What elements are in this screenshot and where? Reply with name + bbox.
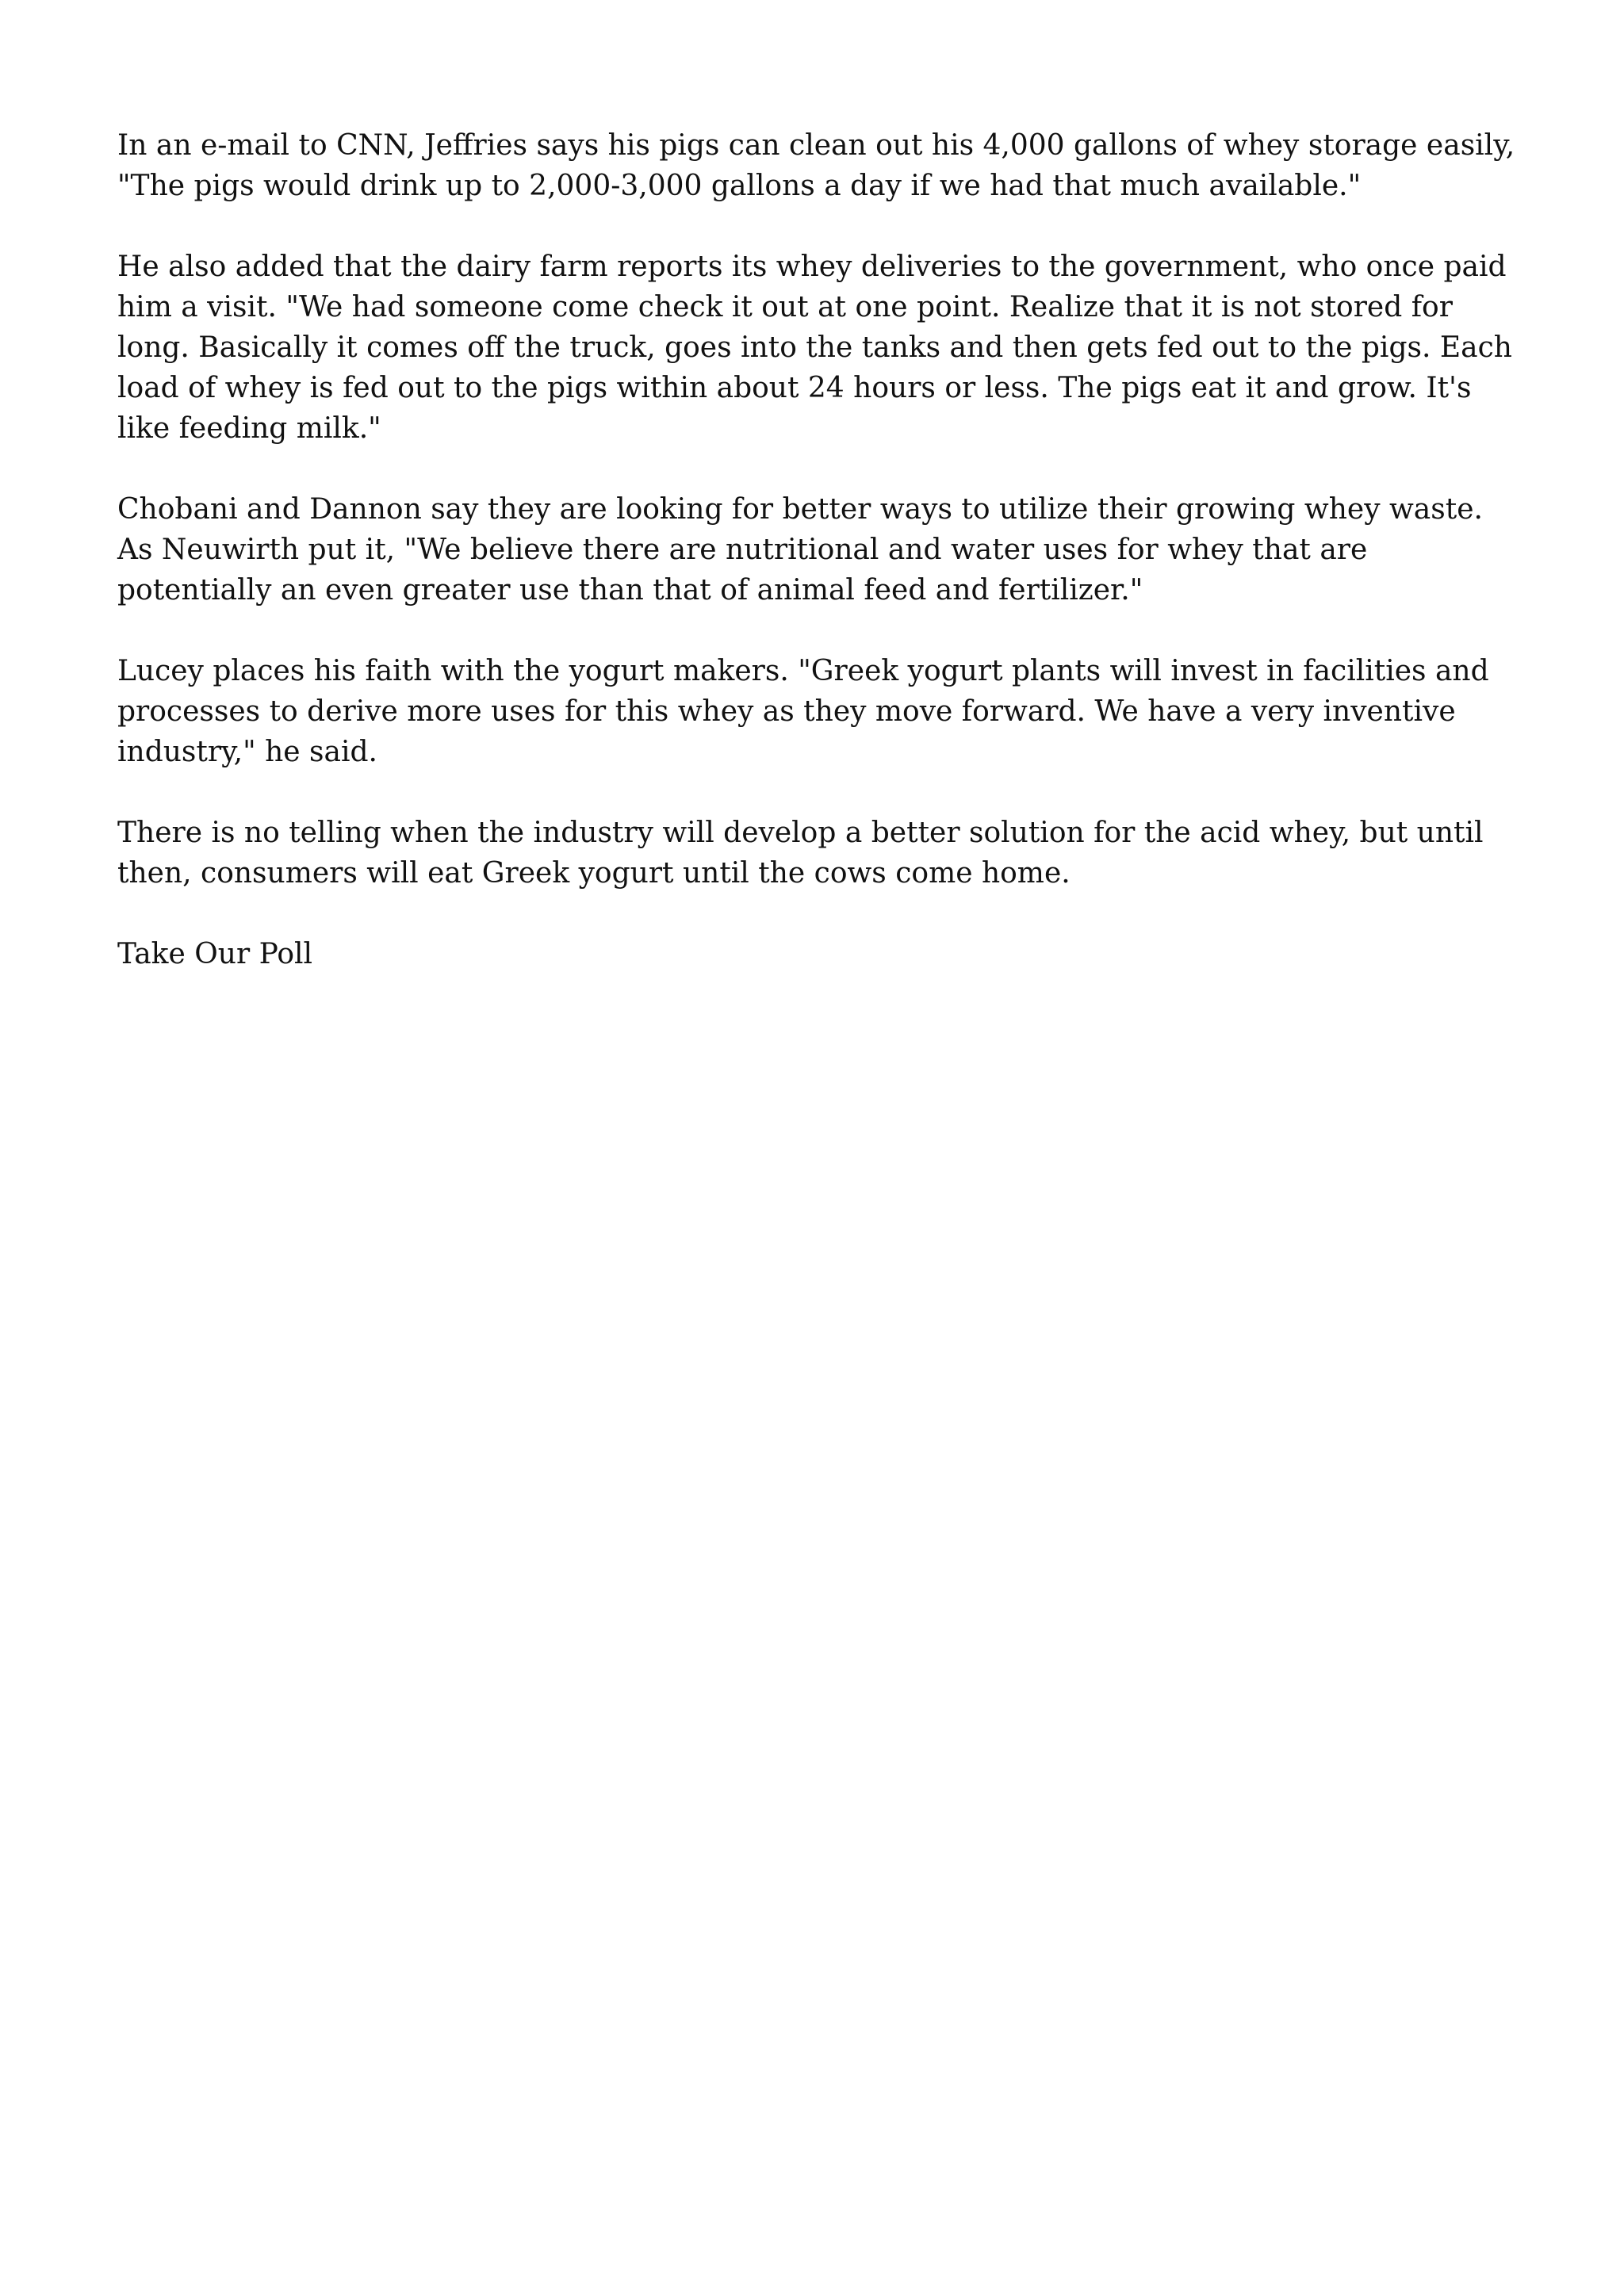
article-body (117, 125, 1521, 974)
paragraph-lucey: Lucey places his faith with the yogurt makers. "Greek yogurt plants will invest in facilities and processes to derive more uses for this whey as they move forward. We have a very inventive industry," he said. (117, 655, 1489, 768)
paragraph-chobani-dannon: Chobani and Dannon say they are looking for better ways to utilize their growing whey waste. As Neuwirth put it, "We believe there are nutritional and water uses for whey that are potentially an even greater use than that of animal feed and fertilizer." (117, 493, 1483, 607)
paragraph-jeffries-email: In an e-mail to CNN, Jeffries says his pigs can clean out his 4,000 gallons of whey storage easily, "The pigs would drink up to 2,000-3,000 gallons a day if we had that much available." (117, 129, 1515, 202)
take-our-poll-text: Take Our Poll (117, 938, 313, 970)
paragraph-conclusion: There is no telling when the industry will develop a better solution for the acid whey, but until then, consumers will eat Greek yogurt until the cows come home. (117, 817, 1484, 890)
paragraph-government-visit: He also added that the dairy farm reports its whey deliveries to the government, who once paid him a visit. "We had someone come check it out at one point. Realize that it is not stored for long. Basically it comes off the truck, goes into the tanks and then gets fed out to the pigs. Each load of whey is fed out to the pigs within about 24 hours or less. The pigs eat it and grow. It's like feeding milk." (117, 251, 1512, 445)
